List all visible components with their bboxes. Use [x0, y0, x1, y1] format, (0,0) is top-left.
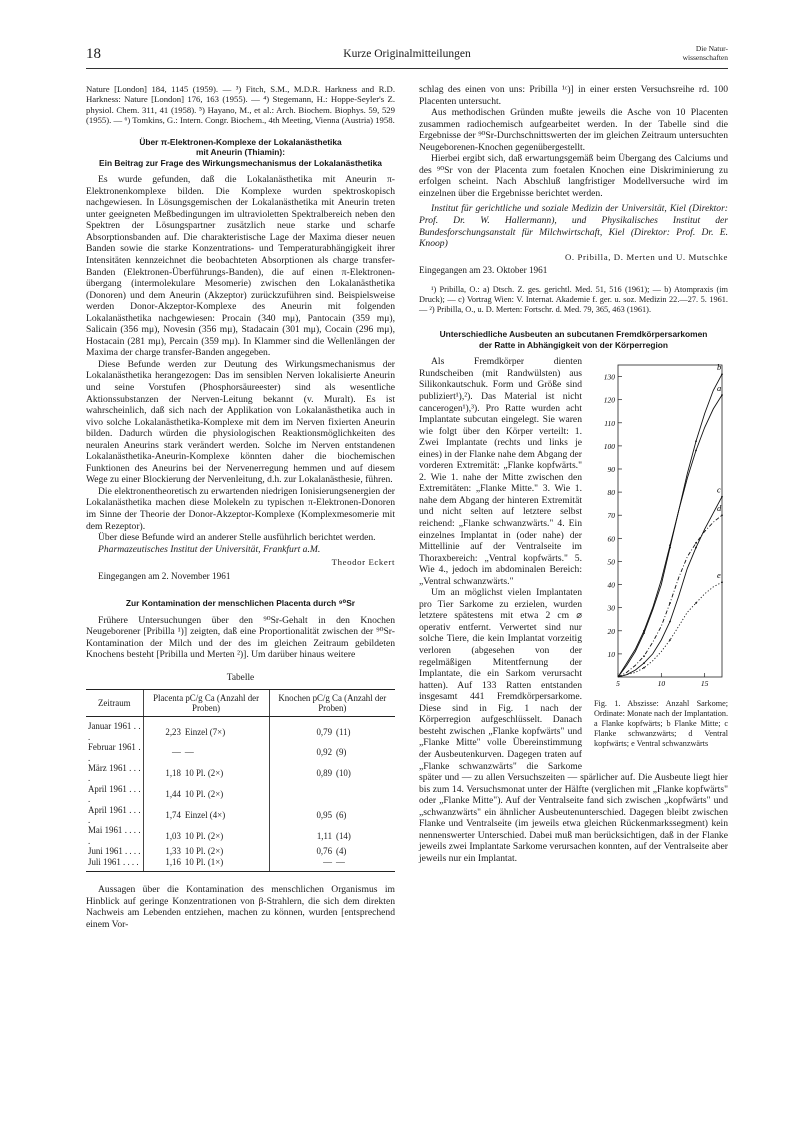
data-point-b	[643, 633, 645, 635]
table-cell: 10 Pl. (1×)	[183, 857, 269, 872]
table-cell: Juni 1961 . . . .	[88, 846, 141, 857]
table-row	[86, 805, 395, 826]
table-row	[86, 717, 395, 742]
table-cell: Juli 1961 . . . .	[86, 857, 143, 872]
article1-title	[86, 137, 395, 169]
journal-name-line2: wissenschaften	[682, 53, 728, 62]
table-cell: 1,74	[143, 805, 183, 826]
table-cell: April 1961 . . . .	[88, 783, 141, 805]
y-tick-label: 50	[607, 557, 615, 567]
data-point-c	[669, 621, 671, 623]
article2-received: Eingegangen am 23. Oktober 1961	[419, 265, 548, 276]
y-tick-label: 30	[607, 604, 615, 614]
series-label-a: a	[717, 383, 722, 394]
page-header	[86, 44, 728, 69]
article1-paragraph: Die elektronentheoretisch zu erwartenden niedrigen Ionisierungsenergien der Lokalanästhetika machen diese Molekeln zu typischen π-Elektronen-Donoren im Sinne der Theorie der Donor-Akzeptor-Komplexe (Komplexmesomerie mit dem Rezeptor).	[86, 485, 395, 532]
table-row	[86, 742, 395, 763]
table-cell: 0,76	[269, 846, 334, 856]
table-cell: 0,79	[269, 717, 334, 742]
article2-footnotes: ¹) Pribilla, O.: a) Dtsch. Z. ges. gerichtl. Med. 51, 516 (1961); — b) Atompraxis (im Druck); — c) Vortrag Wien: V. Internat. Akademie f. ger. u. soz. Medizin 22.—27. 5. 1961. — ²) Pribilla, O., u. D. Merten: Fortschr. d. Med. 79, 365, 463 (1961).	[419, 284, 728, 315]
article1-institute: Pharmazeutisches Institut der Universität, Frankfurt a.M.	[98, 543, 321, 555]
y-tick-label: 60	[607, 534, 615, 544]
y-tick-label: 40	[607, 580, 615, 590]
table-row	[86, 825, 395, 846]
table-cell: (9)	[336, 747, 347, 758]
data-point-e	[721, 582, 723, 584]
table-cell: April 1961 . . . .	[88, 804, 141, 825]
series-label-d: d	[717, 503, 722, 514]
data-point-d	[643, 656, 645, 658]
article2-paragraph: Aussagen über die Kontamination des menschlichen Organismus im Hinblick auf geringe Konzentrationen von β-Strahlern, die sich dem direkten Nachweis am Lebenden entziehen, machen zu können, wurden [entsprechend einem Vor-	[86, 884, 395, 930]
table-cell: 10 Pl. (2×)	[184, 768, 224, 779]
table-cell: 2,23	[143, 717, 183, 742]
table-row	[86, 784, 395, 805]
right-column	[419, 84, 728, 864]
left-column	[86, 84, 395, 930]
article2-authors: O. Pribilla, D. Merten und U. Mutschke	[564, 251, 728, 262]
page-number: 18	[86, 46, 101, 62]
article1-paragraph: Es wurde gefunden, daß die Lokalanästhetika mit Aneurin π-Elektronenkomplexe bilden. Die Komplexe wurden spektroskopisch nachgewiesen. In Lösungsgemischen der Lokalanästhetika mit Aneurin treten unter geeigneten Meßbedingungen im ultravioletten Spektralbereich neben den Spektren der Lösungspartner zusätzlich neue starke und scharfe Absorptionsbanden auf. Die charakteristische Lage der Maxima dieser neuen Banden sowie die starke Konzentrations- und Temperaturabhängigkeit ihrer Intensitäten kennzeichnet die beobachteten Absorptionen als charge transfer-Banden (Elektronen-Überführungs-Banden), die auf einen π-Elektronen-übergang (intermolekulare Mesomerie) zwischen den Lokalanästhetika (Donoren) und dem Aneurin (Akzeptor) zurückzuführen sind. Beispielsweise werden Donor-Akzeptor-Komplexe des Aneurin mit folgenden Lokalanästhetika nachgewiesen: Procain (340 mμ), Pantocain (359 mμ), Salicain (356 mμ), Novesin (356 mμ), Stadacain (301 mμ), Cocain (296 mμ), Hostacain (281 mμ), Percain (359 mμ). In Klammer sind die Wellenlängen der Maxima der charge transfer-Banden angegeben.	[86, 174, 395, 359]
table-cell: Januar 1961 . . .	[88, 721, 141, 742]
table-caption: Tabelle	[226, 672, 255, 683]
series-label-b: b	[717, 362, 722, 373]
article2-paragraph: Hierbei ergibt sich, daß erwartungsgemäß beim Übergang des Calciums und des ⁹⁰Sr von der Placenta zum foetalen Knochen eine Diskriminierung zu erfolgen scheint. Nach Abschluß langfristiger Modellversuche wird im einzelnen über die Ergebnisse berichtet werden.	[419, 153, 728, 199]
x-tick-label: 10	[657, 679, 666, 689]
article2-paragraph: Aus methodischen Gründen mußte jeweils die Asche von 10 Placenten zusammen radiochemisch aufgearbeitet werden. In der Tabelle sind die Ergebnisse der ⁹⁰Sr-Durchschnittswerten der im gleichen Zeitraum untersuchten Neugeborenen-Knochen gegenübergestellt.	[419, 107, 728, 153]
data-point-c	[695, 547, 697, 549]
data-point-e	[669, 639, 671, 641]
table-cell: (14)	[336, 830, 351, 841]
article1-title-line3: Ein Beitrag zur Frage des Wirkungsmechanismus der Lokalanästhetika	[99, 157, 382, 168]
references-previous: Nature [London] 184, 1145 (1959). — ³) Fitch, S.M., M.D.R. Harkness and R.D. Harkness: Nature [London] 176, 163 (1955). — ⁴) Stegemann, H.: Hoppe-Seyler's Z. physiol. Chem. 311, 41 (1958). ⁵) Hayano, M., et al.: Arch. Biochem. Biophys. 59, 529 (1955). — ⁶) Tomkins, G.: Intern. Congr. Biochem., 4th Meeting, Vienna (Austria) 1958.	[86, 84, 395, 126]
series-line-a	[618, 395, 722, 677]
journal-title: Kurze Originalmitteilungen	[343, 48, 471, 60]
table-cell: 0,89	[269, 763, 334, 784]
article1-title-line1: Über π-Elektronen-Komplexe der Lokalanästhetika	[139, 136, 342, 147]
table-cell: 1,33	[143, 846, 183, 856]
chart-frame	[618, 362, 722, 677]
article1-title-line2: mit Aneurin (Thiamin):	[195, 147, 286, 158]
journal-name	[683, 44, 728, 62]
table-cell: 0,95	[269, 805, 334, 826]
table-cell: Einzel (4×)	[184, 809, 226, 820]
table-row	[86, 846, 395, 856]
article3-paragraph: Um an möglichst vielen Implantaten pro Tier Sarkome zu erzielen, wurden letztere spätestens mit etwa 2 cm ⌀ operativ entfernt. Verwertet sind nur solche Tiere, die kein Implantat vorzeitig verloren (abgesehen von der regelmäßigen Mitentfernung der Implantate, die ein Sarkom verursacht hatten). Auf 133 Ratten entstanden insgesamt 441 Fremdkörpersarkome. Diese sind in Fig. 1 nach der Körperregion aufgeschlüsselt. Danach besteht zwischen „Flanke kopfwärts" und „Flanke Mitte" volle Übereinstimmung der Ausbeutenkurven. Dagegen traten auf „Flanke schwanzwärts" die Sarkome später und — zu allen Versuchszeiten — spärlicher auf. Die Ausbeute liegt hier bis zum 14. Versuchsmonat unter der Hälfte (verglichen mit „Flanke kopfwärts" oder „Flanke Mitte"). Auf der Ventralseite fand sich zwischen „kopfwärts" und „schwanzwärts" ein ähnlicher Ausbeutenunterschied. Dagegen bleibt zwischen Flanke und Ventralseite (im jeweils etwa gleichen Rückenmarkssegment) kein nennenswerter Unterschied. Dabei muß man berücksichtigen, daß in der Flanke jeweils zwei Implantate Sarkome verursachen konnten, auf der Ventralseite aber jeweils nur ein Implantat.	[419, 587, 728, 864]
figure-caption: Fig. 1. Abszisse: Anzahl Sarkome; Ordinate: Monate nach der Implantation. a Flanke kopfwärts; b Flanke Mitte; c Flanke schwanzwärts; d Ventral kopfwärts; e Ventral schwanzwärts	[594, 699, 728, 749]
table-cell: 10 Pl. (2×)	[184, 788, 224, 799]
table-cell: —	[184, 747, 194, 758]
data-point-b	[721, 374, 723, 376]
table-cell: Einzel (7×)	[184, 726, 226, 737]
results-table	[86, 689, 395, 873]
table-cell: (10)	[336, 768, 351, 779]
table-cell: 1,11	[269, 825, 334, 846]
table-cell: —	[143, 742, 183, 763]
data-point-a	[695, 450, 697, 452]
data-point-d	[721, 515, 723, 517]
table-header: Knochen pC/g Ca (Anzahl der Proben)	[269, 689, 395, 717]
table-cell	[334, 784, 395, 805]
table-cell: —	[334, 857, 395, 872]
article3-title-line2: der Ratte in Abhängigkeit von der Körperregion	[478, 339, 669, 350]
article1-author: Theodor Eckert	[331, 557, 395, 568]
table-cell: 10 Pl. (2×)	[184, 830, 224, 841]
table-cell: 1,03	[143, 825, 183, 846]
article1-paragraph: Über diese Befunde wird an anderer Stelle ausführlich berichtet werden.	[98, 532, 376, 544]
article2-institute: Institut für gerichtliche und soziale Medizin der Universität, Kiel (Direktor: Prof. Dr. W. Hallermann), und Physikalisches Institut der Bundesforschungsanstalt für Milchwirtschaft, Kiel (Direktor: Prof. Dr. E. Knoop)	[419, 203, 728, 250]
table-cell: 1,18	[143, 763, 183, 784]
figure-1	[590, 357, 728, 767]
table-row	[86, 763, 395, 784]
series-label-e: e	[717, 570, 721, 581]
series-line-c	[618, 497, 722, 677]
y-tick-label: 70	[607, 511, 615, 521]
article1-received: Eingegangen am 2. November 1961	[98, 570, 231, 581]
table-cell: 1,44	[143, 784, 183, 805]
article2-paragraph: Frühere Untersuchungen über den ⁹⁰Sr-Gehalt in den Knochen Neugeborener [Pribilla ¹)] zeigten, daß eine Proportionalität zwischen der ⁹⁰Sr-Kontamination der Milch und der des im gleichen Zeitraum gebildeten Knochens besteht [Pribilla und Merten ²)]. Um darüber hinaus weitere	[86, 614, 395, 661]
data-point-d	[695, 542, 697, 544]
data-point-e	[695, 603, 697, 605]
y-tick-label: 100	[603, 442, 615, 452]
data-point-c	[643, 663, 645, 665]
sarcoma-chart	[590, 357, 728, 697]
table-cell: (11)	[336, 726, 351, 737]
table-cell: März 1961 . . . .	[88, 762, 141, 784]
y-tick-label: 120	[603, 396, 615, 406]
data-point-a	[721, 395, 723, 397]
series-line-e	[618, 583, 722, 678]
data-point-b	[695, 441, 697, 443]
table-cell: Mai 1961 . . . . .	[88, 825, 141, 846]
data-point-b	[669, 547, 671, 549]
y-tick-label: 80	[607, 488, 615, 498]
data-point-e	[643, 667, 645, 669]
data-point-c	[721, 496, 723, 498]
table-cell: (6)	[336, 809, 347, 820]
x-tick-label: 5	[616, 679, 620, 689]
table-header-row	[86, 689, 395, 717]
table-row	[86, 857, 395, 872]
article3-title-line1: Unterschiedliche Ausbeuten an subcutanen Fremdkörpersarkomen	[439, 329, 708, 340]
series-label-c: c	[717, 485, 721, 496]
y-tick-label: 110	[604, 419, 615, 429]
table-header: Placenta pC/g Ca (Anzahl der Proben)	[143, 689, 269, 717]
table-cell: —	[269, 857, 334, 872]
article2-title: Zur Kontamination der menschlichen Placenta durch ⁹⁰Sr	[125, 598, 356, 609]
article3-paragraph: Als Fremdkörper dienten Rundscheiben (mit Randwülsten) aus Silikonkautschuk. Form und Größe sind publiziert¹),²). Das Material ist nicht cancerogen¹),³). Pro Ratte wurden acht Implantate subcutan eingelegt. Sie waren wie folgt über den Körper verteilt: 1. Zwei Implantate (rechts und links je eines) in der Flanke nahe dem Abgang der vorderen Extremität: „Flanke kopfwärts." 2. Wie 1. nahe der Mitte zwischen den Extremitäten: „Flanke Mitte." 3. Wie 1. nahe dem Abgang der hinteren Extremität und nicht selten auf letztere selbst reichend: „Flanke schwanzwärts." 4. Ein einzelnes Implantat in (oder nahe) der Mittellinie auf der Ventralseite im Thoraxbereich: „Ventral kopfwärts." 5. Wie 4., jedoch im abdominalen Bereich: „Ventral schwanzwärts."	[419, 356, 582, 587]
table-header: Zeitraum	[86, 689, 143, 717]
table-cell	[269, 784, 334, 805]
y-tick-label: 20	[607, 627, 615, 637]
data-point-d	[669, 603, 671, 605]
article3-title	[419, 329, 728, 350]
y-tick-label: 10	[607, 650, 615, 660]
table-body	[86, 717, 395, 872]
journal-name-line1: Die Natur-	[695, 44, 728, 53]
table-cell: (4)	[336, 846, 347, 857]
y-tick-label: 130	[603, 372, 615, 382]
x-tick-label: 15	[700, 679, 709, 689]
article1-paragraph: Diese Befunde werden zur Deutung des Wirkungsmechanismus der Lokalanästhetika herangezogen: Das im sensiblen Nerven lokalisierte Aneurin und seine Vorstufen (Phosphorsäureester) sind als wesentliche Aktionssubstanzen der Nerven-Leitung bekannt (v. Muralt). Es ist wahrscheinlich, daß sich nach der Applikation von Lokalanästhetika auch in vivo solche Lokalanästhetika-Komplexe mit dem im Nerven fixierten Aneurin bilden. Dadurch würden die physiologischen Reaktionsmöglichkeiten des neuralen Aneurins stark verändert werden. Solche im Nerven entstandenen Lokalanästhetika-Aneurin-Komplexe könnten daher die biochemischen Funktionen des Aneurins bei der Nervenerregung hemmen und auf diesem Wege zu einer Blockierung der Nervenleitung, d.h. zur Lokalanästhesie, führen.	[86, 358, 395, 486]
table-cell: 0,92	[269, 742, 334, 763]
table-cell: Februar 1961 . .	[88, 742, 141, 763]
table-cell: 10 Pl. (2×)	[184, 846, 224, 857]
y-tick-label: 90	[607, 465, 615, 475]
table-cell: 1,16	[143, 857, 183, 872]
article2-paragraph: schlag des einen von uns: Pribilla ¹ᶜ)] in einer ersten Versuchsreihe rd. 100 Placenten untersucht.	[419, 84, 728, 107]
